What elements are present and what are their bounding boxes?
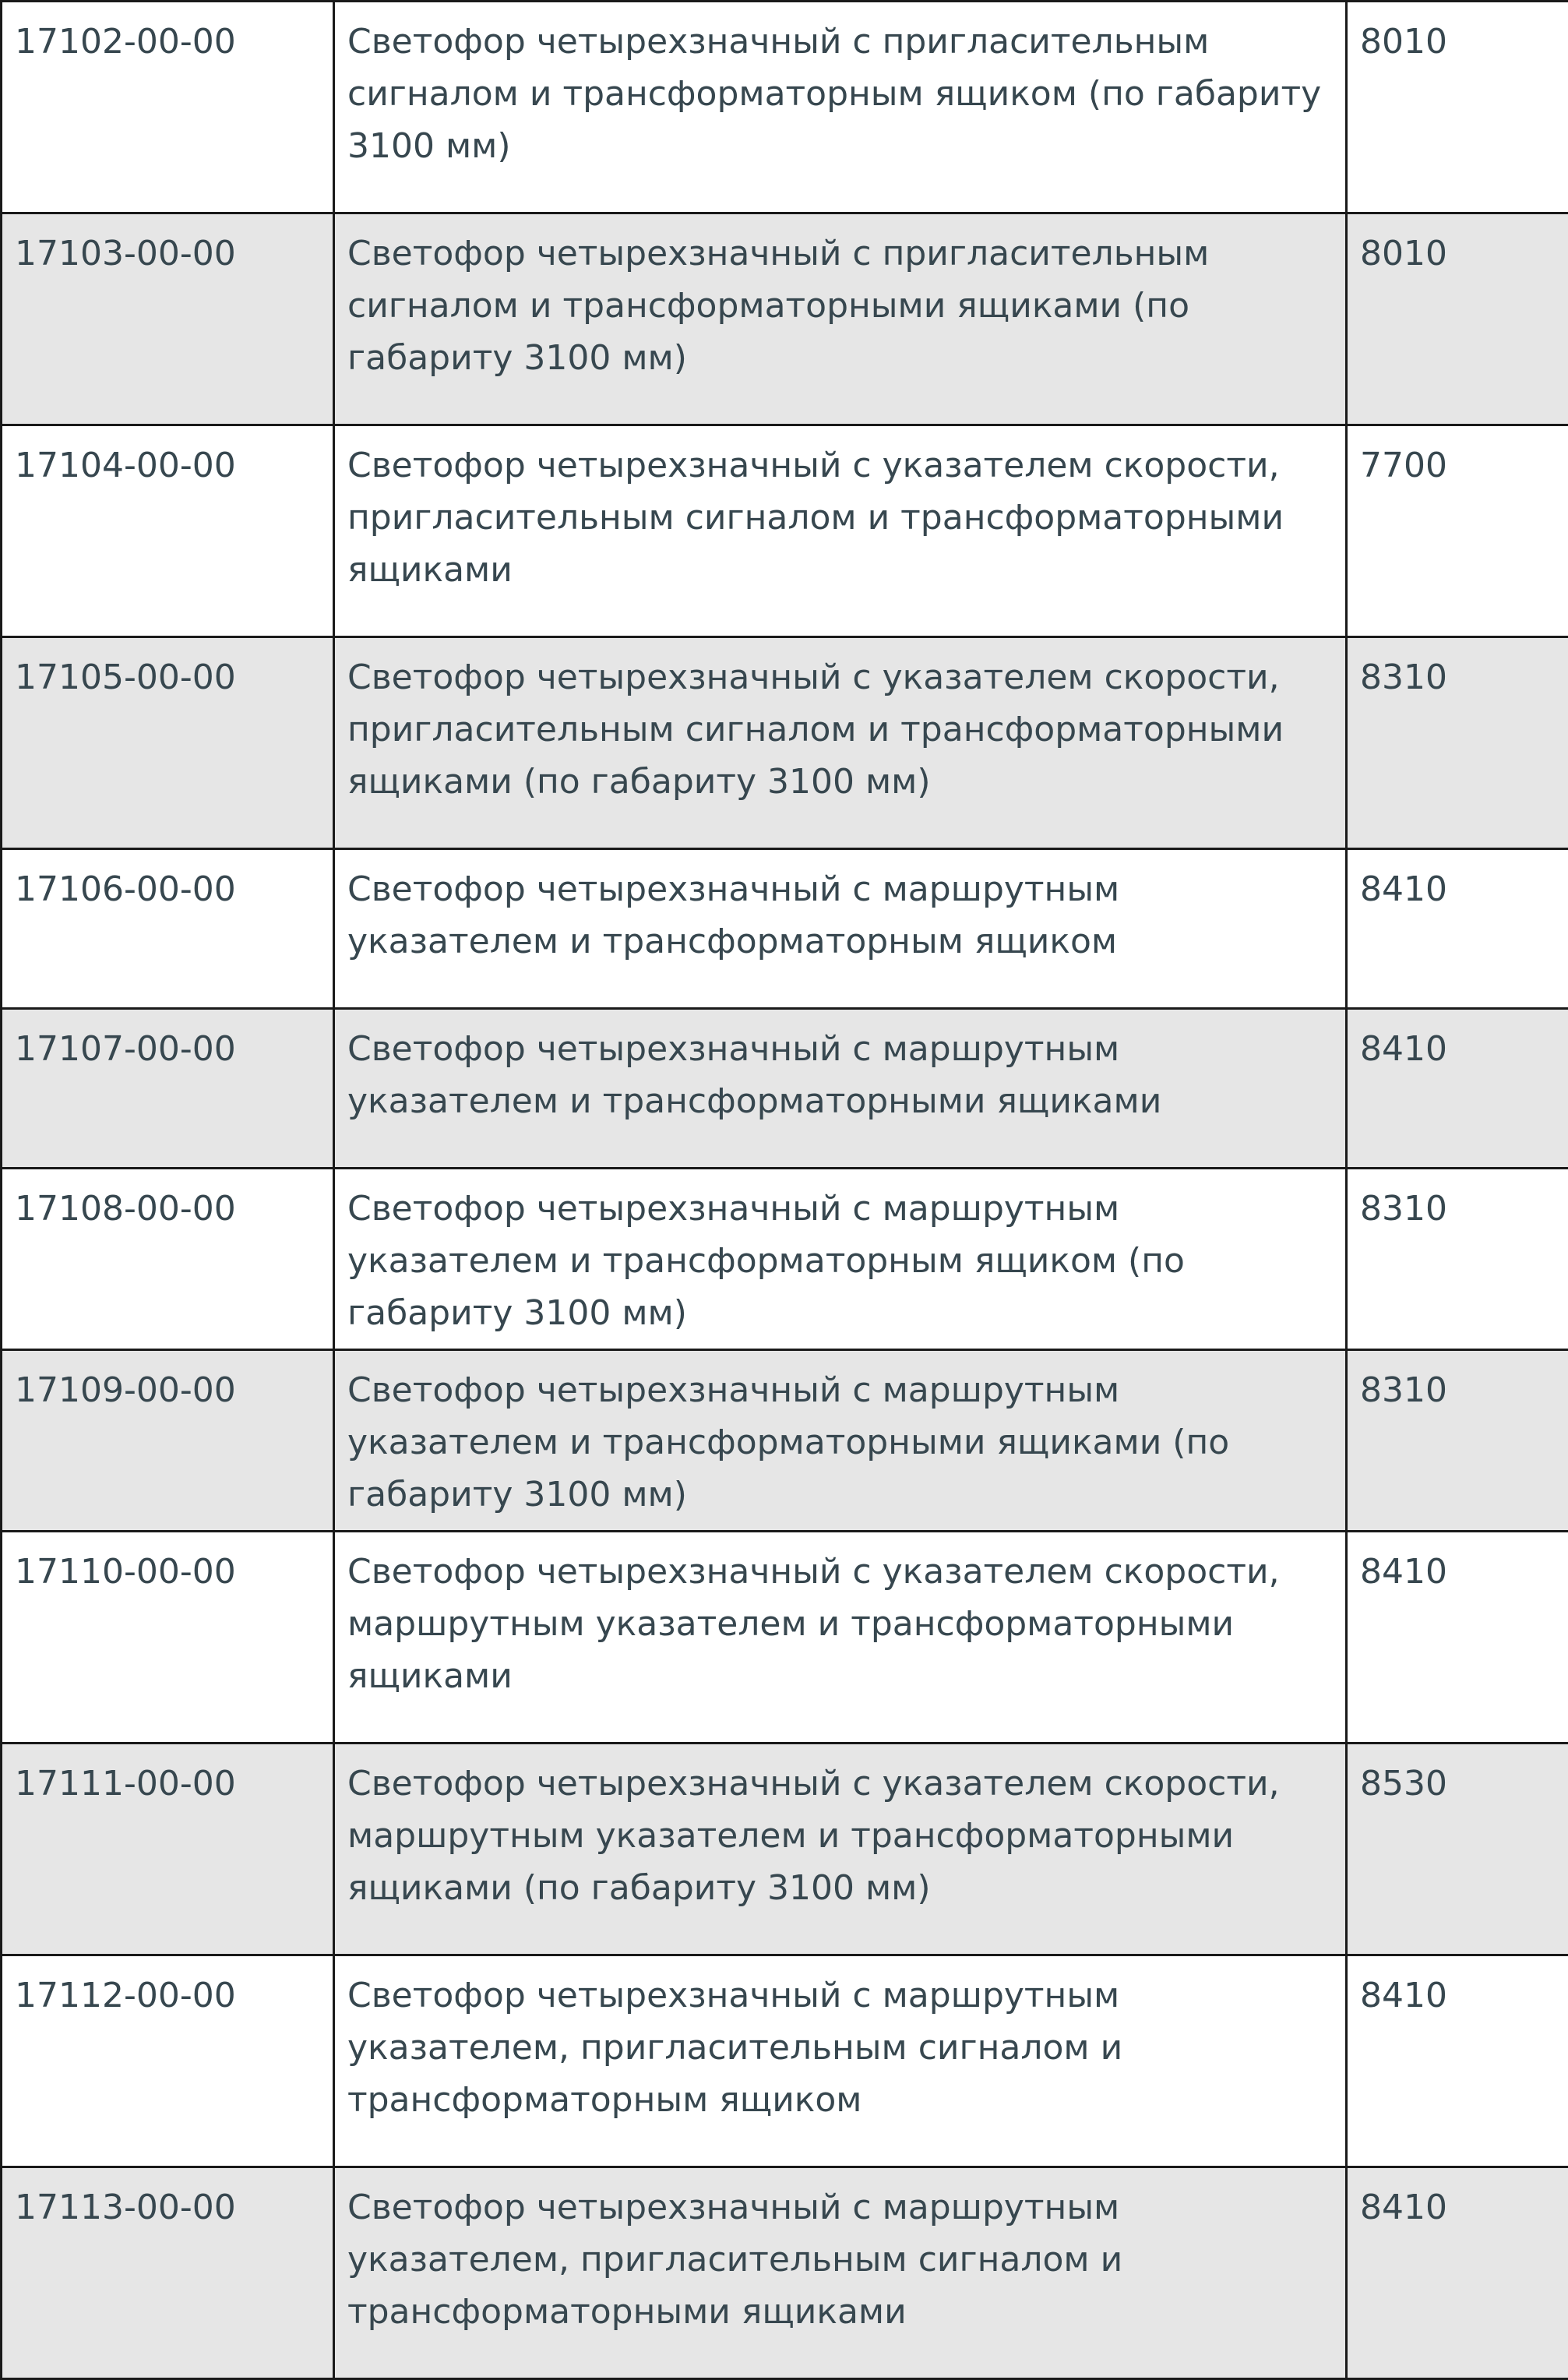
product-description-cell: Светофор четырехзначный с пригласительным сигналом и трансформаторным ящиком (по габариту 3100 мм) bbox=[334, 2, 1347, 213]
product-code-cell: 17102-00-00 bbox=[2, 2, 334, 213]
product-description-cell: Светофор четырехзначный с указателем скорости, пригласительным сигналом и трансформаторными ящиками (по габариту 3100 мм) bbox=[334, 637, 1347, 849]
product-price-cell: 8410 bbox=[1347, 1955, 1568, 2167]
product-price-cell: 8310 bbox=[1347, 1169, 1568, 1350]
product-price-cell: 8010 bbox=[1347, 2, 1568, 213]
product-description-cell: Светофор четырехзначный с маршрутным указателем, пригласительным сигналом и трансформаторными ящиками bbox=[334, 2167, 1347, 2379]
product-code-cell: 17108-00-00 bbox=[2, 1169, 334, 1350]
product-code-cell: 17104-00-00 bbox=[2, 425, 334, 637]
product-description-cell: Светофор четырехзначный с маршрутным указателем, пригласительным сигналом и трансформаторным ящиком bbox=[334, 1955, 1347, 2167]
product-price-cell: 8410 bbox=[1347, 1009, 1568, 1169]
table-row bbox=[2, 1350, 1568, 1532]
product-price-cell: 8410 bbox=[1347, 1532, 1568, 1744]
product-description-cell: Светофор четырехзначный с маршрутным указателем и трансформаторными ящиками (по габариту 3100 мм) bbox=[334, 1350, 1347, 1532]
product-price-cell: 8010 bbox=[1347, 213, 1568, 425]
product-price-cell: 8530 bbox=[1347, 1744, 1568, 1955]
table-row bbox=[2, 1532, 1568, 1744]
product-code-cell: 17103-00-00 bbox=[2, 213, 334, 425]
product-code-cell: 17105-00-00 bbox=[2, 637, 334, 849]
product-description-cell: Светофор четырехзначный с маршрутным указателем и трансформаторным ящиком bbox=[334, 849, 1347, 1009]
product-price-cell: 8310 bbox=[1347, 637, 1568, 849]
product-price-cell: 7700 bbox=[1347, 425, 1568, 637]
product-code-cell: 17107-00-00 bbox=[2, 1009, 334, 1169]
product-price-cell: 8410 bbox=[1347, 2167, 1568, 2379]
table-row bbox=[2, 1169, 1568, 1350]
table-row bbox=[2, 425, 1568, 637]
table-row bbox=[2, 637, 1568, 849]
table-row bbox=[2, 213, 1568, 425]
table-row bbox=[2, 2, 1568, 213]
product-code-cell: 17111-00-00 bbox=[2, 1744, 334, 1955]
product-description-cell: Светофор четырехзначный с указателем скорости, маршрутным указателем и трансформаторными ящиками bbox=[334, 1532, 1347, 1744]
product-description-cell: Светофор четырехзначный с указателем скорости, маршрутным указателем и трансформаторными ящиками (по габариту 3100 мм) bbox=[334, 1744, 1347, 1955]
product-code-cell: 17109-00-00 bbox=[2, 1350, 334, 1532]
product-code-cell: 17113-00-00 bbox=[2, 2167, 334, 2379]
table-row bbox=[2, 2167, 1568, 2379]
product-code-cell: 17112-00-00 bbox=[2, 1955, 334, 2167]
product-description-cell: Светофор четырехзначный с указателем скорости, пригласительным сигналом и трансформаторными ящиками bbox=[334, 425, 1347, 637]
table-row bbox=[2, 1744, 1568, 1955]
table-body bbox=[2, 2, 1568, 2379]
product-description-cell: Светофор четырехзначный с маршрутным указателем и трансформаторным ящиком (по габариту 3100 мм) bbox=[334, 1169, 1347, 1350]
table-row bbox=[2, 849, 1568, 1009]
table-row bbox=[2, 1955, 1568, 2167]
product-description-cell: Светофор четырехзначный с маршрутным указателем и трансформаторными ящиками bbox=[334, 1009, 1347, 1169]
product-price-cell: 8310 bbox=[1347, 1350, 1568, 1532]
product-description-cell: Светофор четырехзначный с пригласительным сигналом и трансформаторными ящиками (по габариту 3100 мм) bbox=[334, 213, 1347, 425]
product-price-cell: 8410 bbox=[1347, 849, 1568, 1009]
product-code-cell: 17110-00-00 bbox=[2, 1532, 334, 1744]
table-row bbox=[2, 1009, 1568, 1169]
product-code-cell: 17106-00-00 bbox=[2, 849, 334, 1009]
